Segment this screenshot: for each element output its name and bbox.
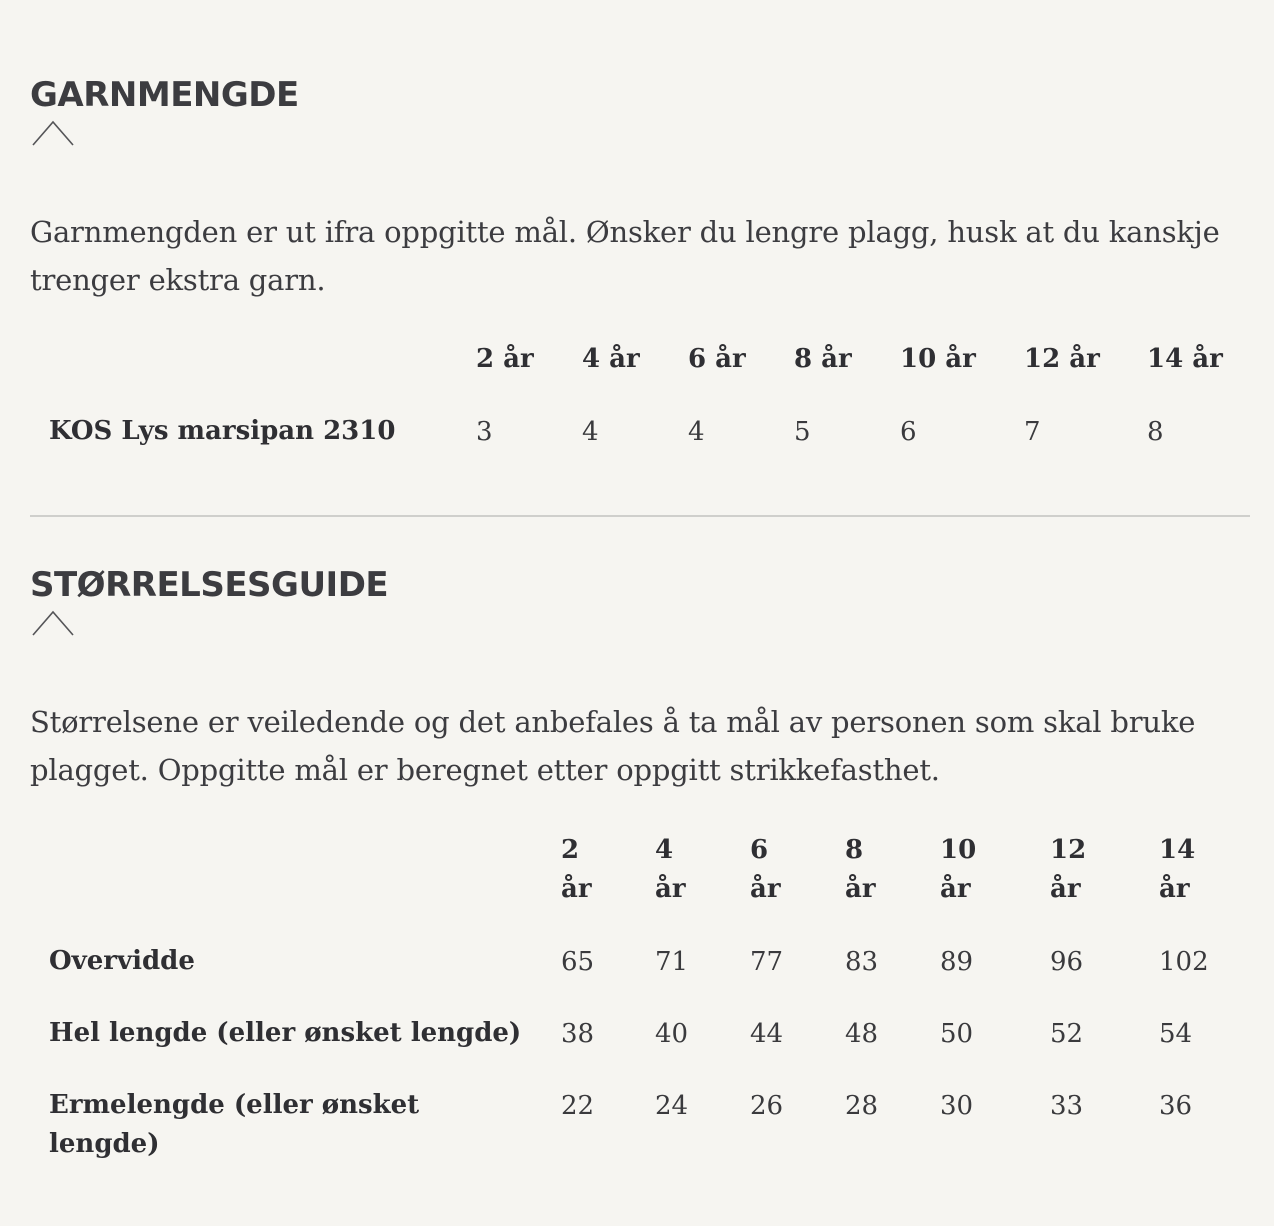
size-header: 8 år — [845, 835, 876, 904]
size-header: 6 år — [750, 835, 781, 904]
size-guide-intro-text: Størrelsene er veiledende og det anbefales å ta mål av personen som skal bruke plagget. Oppgitte mål er beregnet etter oppgitt strikkefasthet. — [30, 705, 1196, 787]
size-header: 2 år — [561, 835, 592, 904]
yarn-size-header: 2 år — [476, 344, 534, 374]
size-header: 4 år — [655, 835, 686, 904]
yarn-quantity-cell: 8 — [1147, 417, 1164, 447]
measurement-cell: 102 — [1159, 947, 1209, 977]
yarn-quantity-cell: 3 — [476, 417, 493, 447]
yarn-quantity-cell: 4 — [688, 417, 705, 447]
measurement-cell: 38 — [561, 1019, 595, 1049]
measurement-cell: 33 — [1050, 1091, 1084, 1121]
yarn-quantity-cell: 7 — [1024, 417, 1041, 447]
measurement-cell: 26 — [750, 1091, 784, 1121]
measurement-row-label: Hel lengde (eller ønsket lengde) — [49, 1018, 522, 1048]
yarn-section-title[interactable]: GARNMENGDE — [30, 75, 299, 115]
yarn-quantity-cell: 5 — [794, 417, 811, 447]
size-header: 12 år — [1050, 835, 1087, 904]
size-header: 14 år — [1159, 835, 1196, 904]
size-header: 10 år — [940, 835, 977, 904]
yarn-row-label: KOS Lys marsipan 2310 — [49, 416, 396, 446]
measurement-row-label: Ermelengde (eller ønsket lengde) — [49, 1090, 420, 1159]
measurement-cell: 40 — [655, 1019, 689, 1049]
measurement-cell: 50 — [940, 1019, 974, 1049]
yarn-quantity-cell: 6 — [900, 417, 917, 447]
measurement-cell: 30 — [940, 1091, 974, 1121]
measurement-cell: 83 — [845, 947, 879, 977]
yarn-intro-text: Garnmengden er ut ifra oppgitte mål. Ønsker du lengre plagg, husk at du kanskje trenger ekstra garn. — [30, 215, 1220, 297]
yarn-size-header: 8 år — [794, 344, 852, 374]
section-divider — [30, 515, 1250, 517]
measurement-cell: 22 — [561, 1091, 595, 1121]
measurement-cell: 36 — [1159, 1091, 1193, 1121]
measurement-cell: 96 — [1050, 947, 1084, 977]
size-guide-section-title[interactable]: STØRRELSESGUIDE — [30, 565, 389, 605]
yarn-size-header: 6 år — [688, 344, 746, 374]
yarn-size-header: 12 år — [1024, 344, 1100, 374]
yarn-size-header: 14 år — [1147, 344, 1223, 374]
measurement-cell: 44 — [750, 1019, 784, 1049]
measurement-cell: 65 — [561, 947, 595, 977]
measurement-cell: 48 — [845, 1019, 879, 1049]
measurement-cell: 71 — [655, 947, 689, 977]
yarn-size-header: 10 år — [900, 344, 976, 374]
measurement-cell: 28 — [845, 1091, 879, 1121]
measurement-cell: 77 — [750, 947, 784, 977]
measurement-cell: 89 — [940, 947, 974, 977]
chevron-up-icon[interactable] — [30, 117, 76, 147]
measurement-cell: 24 — [655, 1091, 689, 1121]
measurement-cell: 52 — [1050, 1019, 1084, 1049]
yarn-size-header: 4 år — [582, 344, 640, 374]
chevron-up-icon[interactable] — [30, 607, 76, 637]
yarn-quantity-cell: 4 — [582, 417, 599, 447]
measurement-row-label: Overvidde — [49, 946, 195, 976]
measurement-cell: 54 — [1159, 1019, 1193, 1049]
